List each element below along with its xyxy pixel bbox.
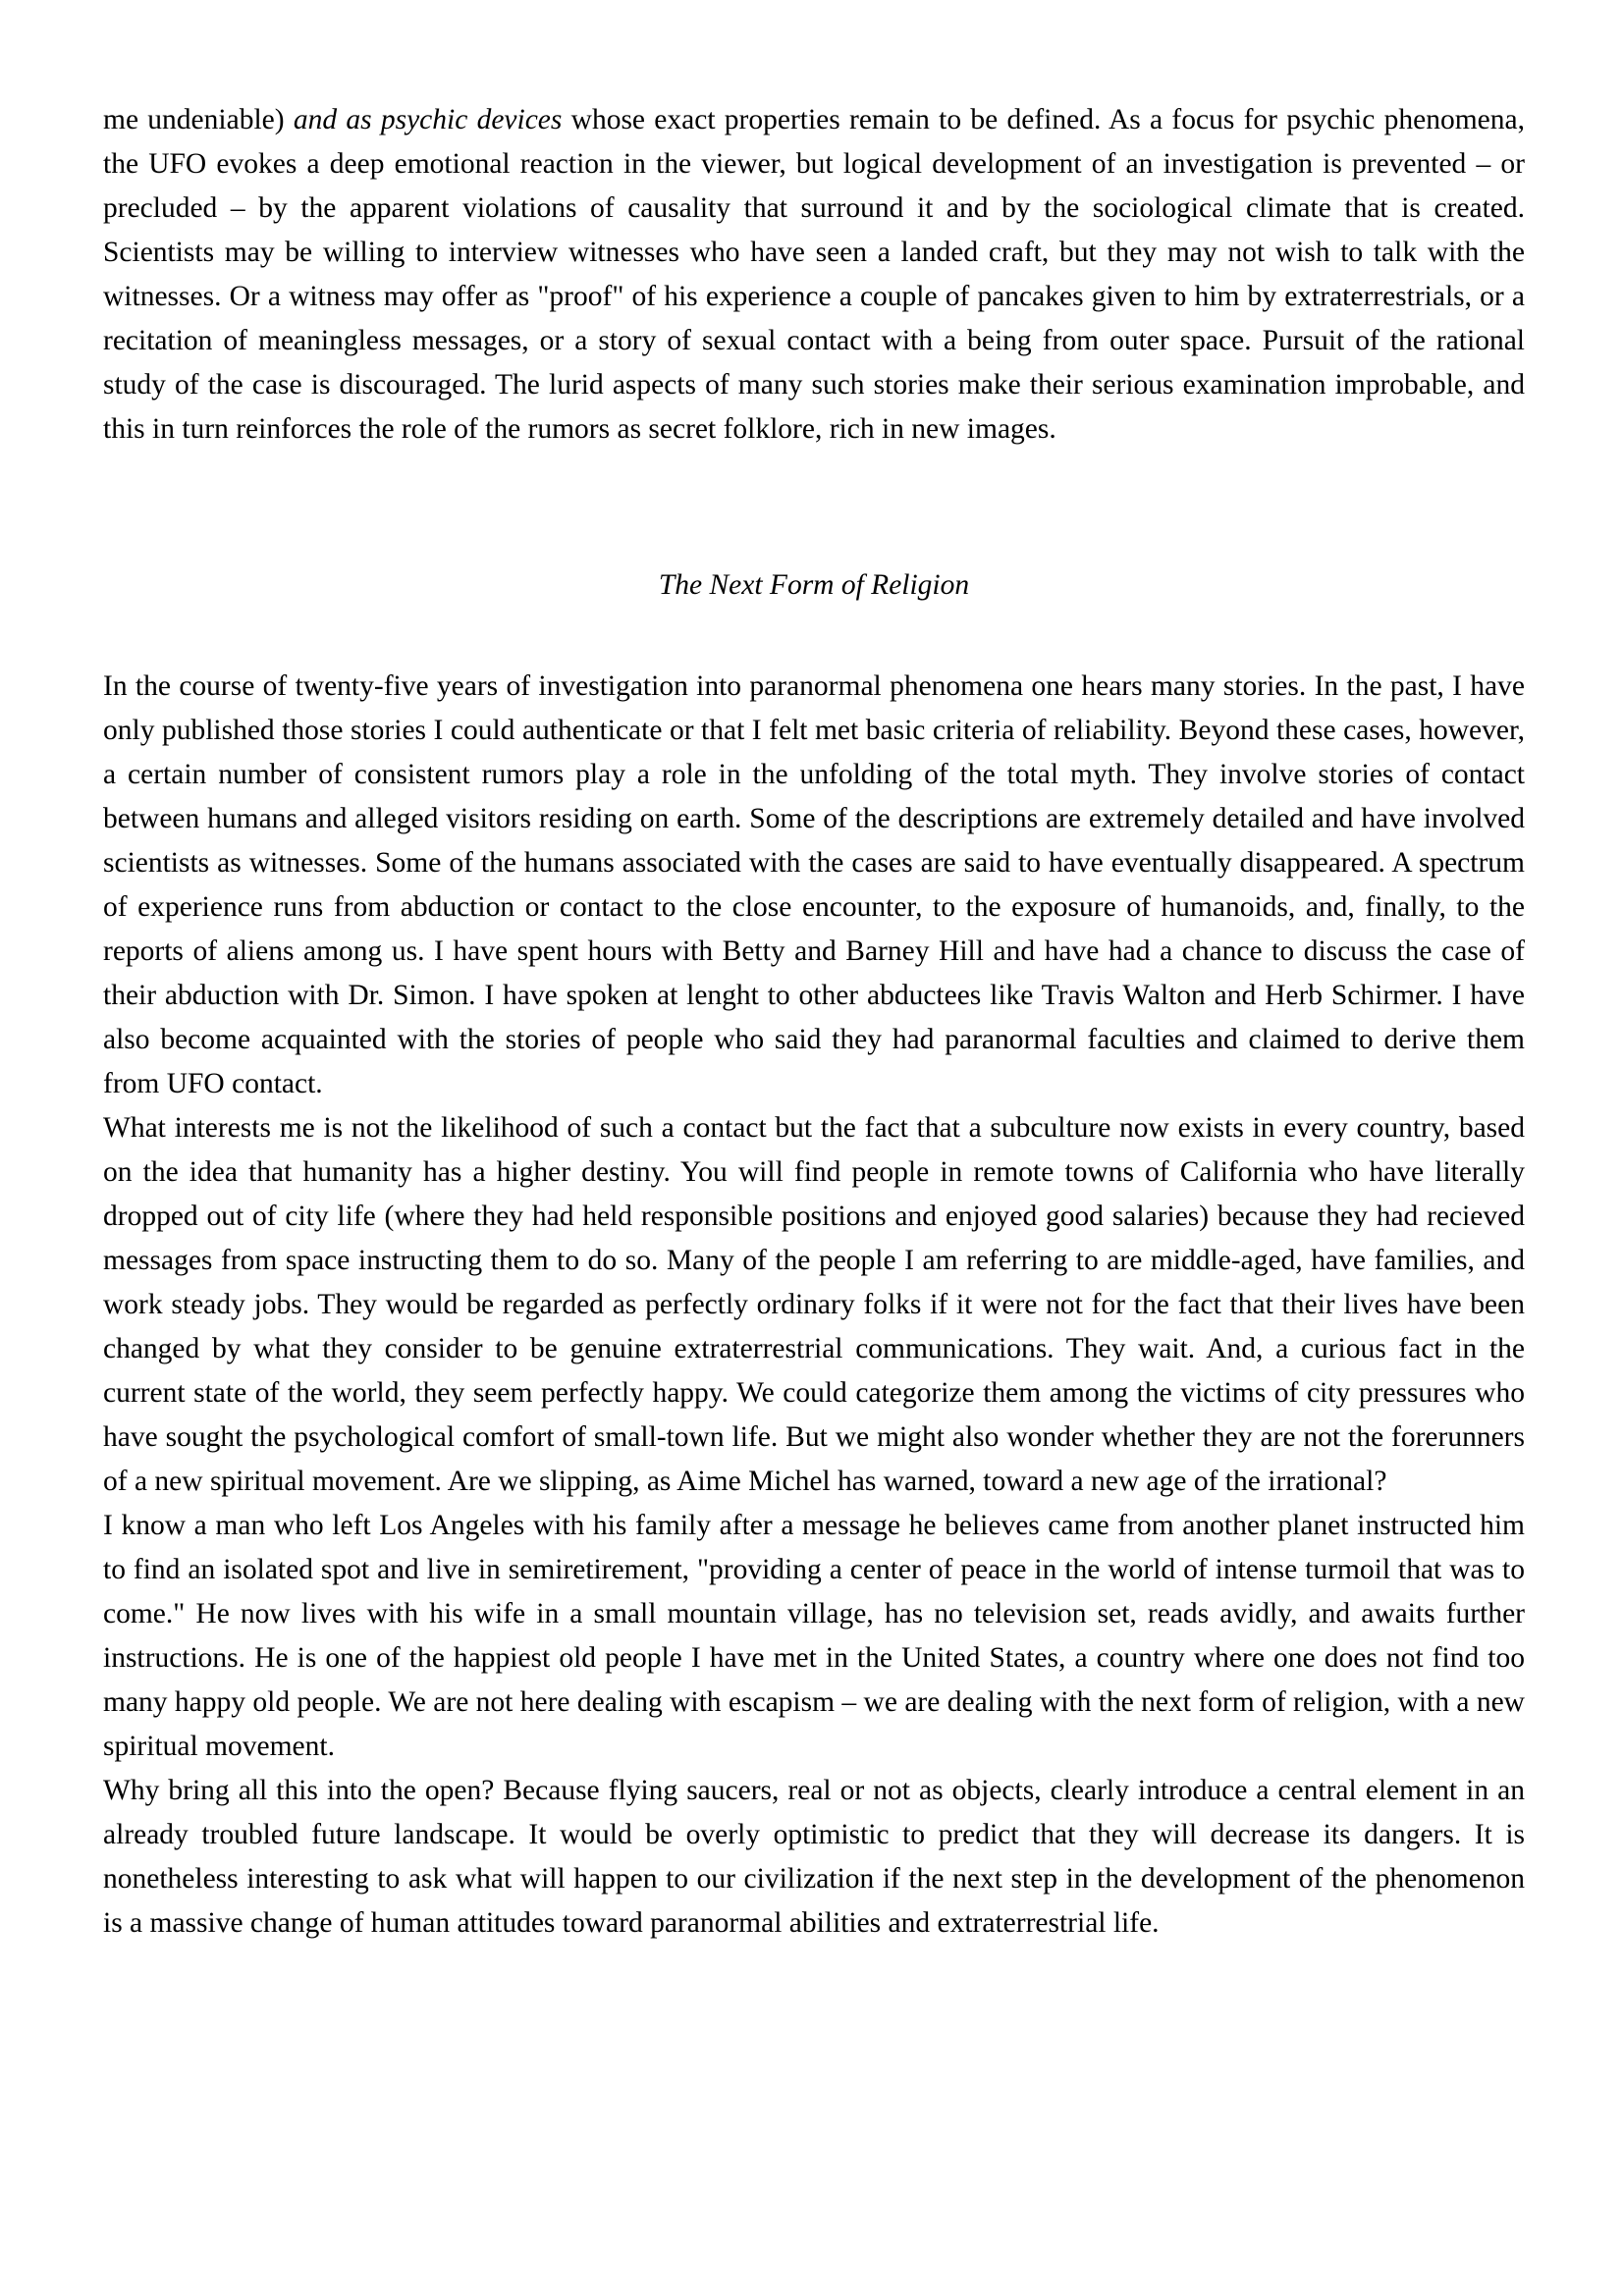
paragraph-run-plain-tail: whose exact properties remain to be defined. As a focus for psychic phenomena, the UFO evokes a deep emotional reaction in the viewer, but logical development of an investigation is prevented – or precluded – by the apparent violations of causality that surround it and by the sociological climate that is created. Scientists may be willing to interview witnesses who have seen a landed craft, but they may not wish to talk with the witnesses. Or a witness may offer as "proof" of his experience a couple of pancakes given to him by extraterrestrials, or a recitation of meaningless messages, or a story of sexual contact with a being from outer space. Pursuit of the rational study of the case is discouraged. The lurid aspects of many such stories make their serious examination improbable, and this in turn reinforces the role of the rumors as secret folklore, rich in new images. <box>103 104 1525 445</box>
paragraph-run-italic-emphasis: and as psychic devices <box>293 104 563 135</box>
spacer-after-heading <box>103 608 1525 665</box>
spacer-page-bottom <box>103 1946 1525 1985</box>
section-heading-next-form-of-religion: The Next Form of Religion <box>658 569 970 601</box>
paragraph-run-plain-lead: me undeniable) <box>103 104 294 135</box>
spacer-before-heading <box>103 452 1525 563</box>
paragraph-investigation-rumors: In the course of twenty-five years of investigation into paranormal phenomena one hears many stories. In the past, I have only published those stories I could authenticate or that I felt met basic criteria of reliability. Beyond these cases, however, a certain number of consistent rumors play a role in the unfolding of the total myth. They involve stories of contact between humans and alleged visitors residing on earth. Some of the descriptions are extremely detailed and have involved scientists as witnesses. Some of the humans associated with the cases are said to have eventually disappeared. A spectrum of experience runs from abduction or contact to the close encounter, to the exposure of humanoids, and, finally, to the reports of aliens among us. I have spent hours with Betty and Barney Hill and have had a chance to discuss the case of their abduction with Dr. Simon. I have spoken at lenght to other abductees like Travis Walton and Herb Schirmer. I have also become acquainted with the stories of people who said they had paranormal faculties and claimed to derive them from UFO contact. <box>103 670 1525 1099</box>
page-body <box>103 98 1525 1985</box>
paragraph-subculture-destiny: What interests me is not the likelihood of such a contact but the fact that a subculture now exists in every country, based on the idea that humanity has a higher destiny. You will find people in remote towns of California who have literally dropped out of city life (where they had held responsible positions and enjoyed good salaries) because they had recieved messages from space instructing them to do so. Many of the people I am referring to are middle-aged, have families, and work steady jobs. They would be regarded as perfectly ordinary folks if it were not for the fact that their lives have been changed by what they consider to be genuine extraterrestrial communications. They wait. And, a curious fact in the current state of the world, they seem perfectly happy. We could categorize them among the victims of city pressures who have sought the psychological comfort of small-town life. But we might also wonder whether they are not the forerunners of a new spiritual movement. Are we slipping, as Aime Michel has warned, toward a new age of the irrational? <box>103 1112 1525 1497</box>
paragraph-los-angeles-man: I know a man who left Los Angeles with his family after a message he believes came from another planet instructed him to find an isolated spot and live in semiretirement, "providing a center of peace in the world of intense turmoil that was to come." He now lives with his wife in a small mountain village, has no television set, reads avidly, and awaits further instructions. He is one of the happiest old people I have met in the United States, a country where one does not find too many happy old people. We are not here dealing with escapism – we are dealing with the next form of religion, with a new spiritual movement. <box>103 1510 1525 1762</box>
paragraph-why-bring-into-open: Why bring all this into the open? Because flying saucers, real or not as objects, clearly introduce a central element in an already troubled future landscape. It would be overly optimistic to predict that they will decrease its dangers. It is nonetheless interesting to ask what will happen to our civilization if the next step in the development of the phenomenon is a massive change of human attitudes toward paranormal abilities and extraterrestrial life. <box>103 1775 1525 1939</box>
paragraph-continuation <box>103 98 1525 452</box>
